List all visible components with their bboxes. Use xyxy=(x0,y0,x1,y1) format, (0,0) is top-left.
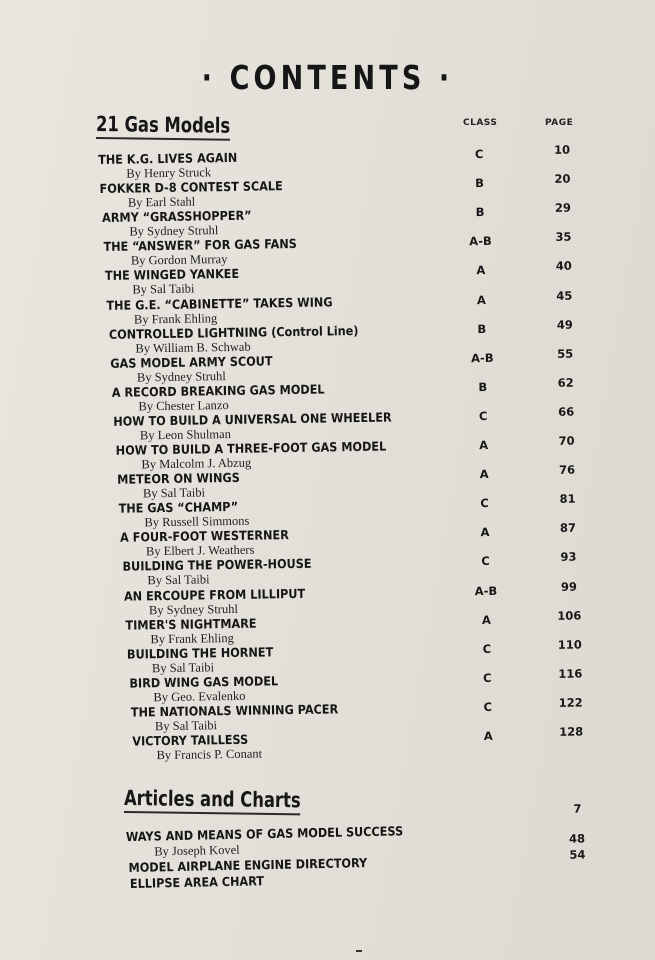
entry-author: By Russell Simmons xyxy=(144,513,250,530)
entry-page: 110 xyxy=(557,637,582,652)
entry-class: A xyxy=(479,467,489,482)
entry-author: By Sal Taibi xyxy=(147,572,210,588)
entry-page: 81 xyxy=(559,491,576,507)
entry-class: B xyxy=(475,205,485,220)
entry-page: 20 xyxy=(554,171,571,186)
entry-title: THE NATIONALS WINNING PACER xyxy=(130,701,339,720)
entry-author: By Sal Taibi xyxy=(154,718,218,734)
entry-page: 106 xyxy=(557,608,582,623)
article-page: 48 xyxy=(568,831,586,846)
entry-page: 66 xyxy=(558,404,575,419)
entry-page: 40 xyxy=(555,258,572,274)
entry-title: TIMER'S NIGHTMARE xyxy=(125,615,257,633)
entry-class: A xyxy=(481,612,491,627)
entry-class: C xyxy=(483,699,493,714)
entry-author: By Geo. Evalenko xyxy=(153,688,246,705)
entry-author: By Chester Lanzo xyxy=(138,397,229,414)
entry-author: By Sydney Struhl xyxy=(148,601,238,617)
entry-title: CONTROLLED LIGHTNING (Control Line) xyxy=(108,322,359,342)
entry-author: By Leon Shulman xyxy=(139,426,231,443)
entry-class: A-B xyxy=(474,583,498,598)
entry-title: THE GAS “CHAMP” xyxy=(118,499,239,516)
entry-class: C xyxy=(478,408,488,423)
entry-class: A-B xyxy=(470,350,494,365)
entry-page: 35 xyxy=(555,229,572,245)
entry-page: 45 xyxy=(556,288,573,303)
entry-page: 128 xyxy=(559,724,584,739)
entry-author: By Francis P. Conant xyxy=(156,746,263,763)
entry-class: B xyxy=(475,176,485,191)
entry-author: By Frank Ehling xyxy=(133,310,218,326)
article-author: By Joseph Kovel xyxy=(154,842,240,859)
entry-page: 29 xyxy=(554,200,572,216)
entry-title: BIRD WING GAS MODEL xyxy=(128,673,278,691)
article-title: ELLIPSE AREA CHART xyxy=(129,873,265,892)
entry-page: 122 xyxy=(558,695,583,710)
entry-title: BUILDING THE POWER-HOUSE xyxy=(121,556,312,575)
entry-author: By Gordon Murray xyxy=(130,252,228,268)
entry-page: 76 xyxy=(558,462,576,477)
entry-class: A xyxy=(476,263,486,278)
article-page: 7 xyxy=(573,801,582,816)
entry-title: AN ERCOUPE FROM LILLIPUT xyxy=(123,585,306,604)
entry-title: THE K.G. LIVES AGAIN xyxy=(98,149,238,168)
entry-page: 55 xyxy=(557,346,574,361)
entry-class: C xyxy=(481,554,490,569)
entry-class: A xyxy=(483,728,493,744)
gas-models-heading: 21 Gas Models xyxy=(96,112,230,141)
entry-page: 49 xyxy=(556,317,573,332)
class-column-header: CLASS xyxy=(463,118,498,128)
entry-title: THE G.E. “CABINETTE” TAKES WING xyxy=(106,293,333,313)
entry-title: THE “ANSWER” FOR GAS FANS xyxy=(103,236,297,255)
entry-author: By Frank Ehling xyxy=(150,630,234,646)
entry-title: GAS MODEL ARMY SCOUT xyxy=(109,353,273,371)
entry-class: B xyxy=(478,379,488,394)
entry-class: A xyxy=(479,437,489,453)
entry-page: 70 xyxy=(558,433,575,448)
entry-author: By Sydney Struhl xyxy=(136,368,226,385)
entry-page: 62 xyxy=(557,375,574,390)
entry-title: METEOR ON WINGS xyxy=(116,469,240,487)
entry-page: 93 xyxy=(560,549,577,565)
entry-class: A xyxy=(480,525,490,540)
entry-title: FOKKER D-8 CONTEST SCALE xyxy=(99,178,284,197)
entry-page: 10 xyxy=(553,142,571,157)
entry-class: C xyxy=(480,496,489,511)
entry-page: 99 xyxy=(560,579,578,594)
entry-author: By Elbert J. Weathers xyxy=(145,542,255,559)
entry-class: C xyxy=(482,641,492,656)
entry-author: By Sal Taibi xyxy=(132,281,195,297)
entry-class: B xyxy=(477,321,487,336)
article-title: WAYS AND MEANS OF GAS MODEL SUCCESS xyxy=(125,823,404,845)
articles-heading: Articles and Charts xyxy=(124,786,301,815)
entry-page: 116 xyxy=(558,666,583,681)
entry-class: C xyxy=(474,146,484,162)
article-page: 54 xyxy=(569,847,586,862)
entry-class: A xyxy=(476,292,486,307)
entry-title: THE WINGED YANKEE xyxy=(104,266,240,284)
article-title: MODEL AIRPLANE ENGINE DIRECTORY xyxy=(128,855,368,876)
page-mark xyxy=(356,950,362,952)
entry-author: By Sydney Struhl xyxy=(129,223,219,239)
entry-title: HOW TO BUILD A THREE-FOOT GAS MODEL xyxy=(115,438,386,458)
entry-author: By William B. Schwab xyxy=(135,339,251,356)
entry-title: BUILDING THE HORNET xyxy=(127,644,274,662)
page-title: · CONTENTS · xyxy=(201,58,454,97)
entry-author: By Sal Taibi xyxy=(151,659,215,675)
page-column-header: PAGE xyxy=(545,118,574,128)
entry-title: VICTORY TAILLESS xyxy=(132,731,249,749)
entry-author: By Henry Struck xyxy=(126,165,212,181)
entry-title: A RECORD BREAKING GAS MODEL xyxy=(111,381,325,400)
entry-title: HOW TO BUILD A UNIVERSAL ONE WHEELER xyxy=(113,409,392,429)
entry-title: A FOUR-FOOT WESTERNER xyxy=(120,527,290,546)
entry-title: ARMY “GRASSHOPPER” xyxy=(101,207,252,226)
entry-class: A-B xyxy=(469,234,492,249)
entry-author: By Malcolm J. Abzug xyxy=(141,455,252,472)
entry-class: C xyxy=(482,670,492,685)
entry-page: 87 xyxy=(559,520,577,536)
entry-author: By Earl Stahl xyxy=(127,194,196,210)
entry-author: By Sal Taibi xyxy=(142,485,206,501)
